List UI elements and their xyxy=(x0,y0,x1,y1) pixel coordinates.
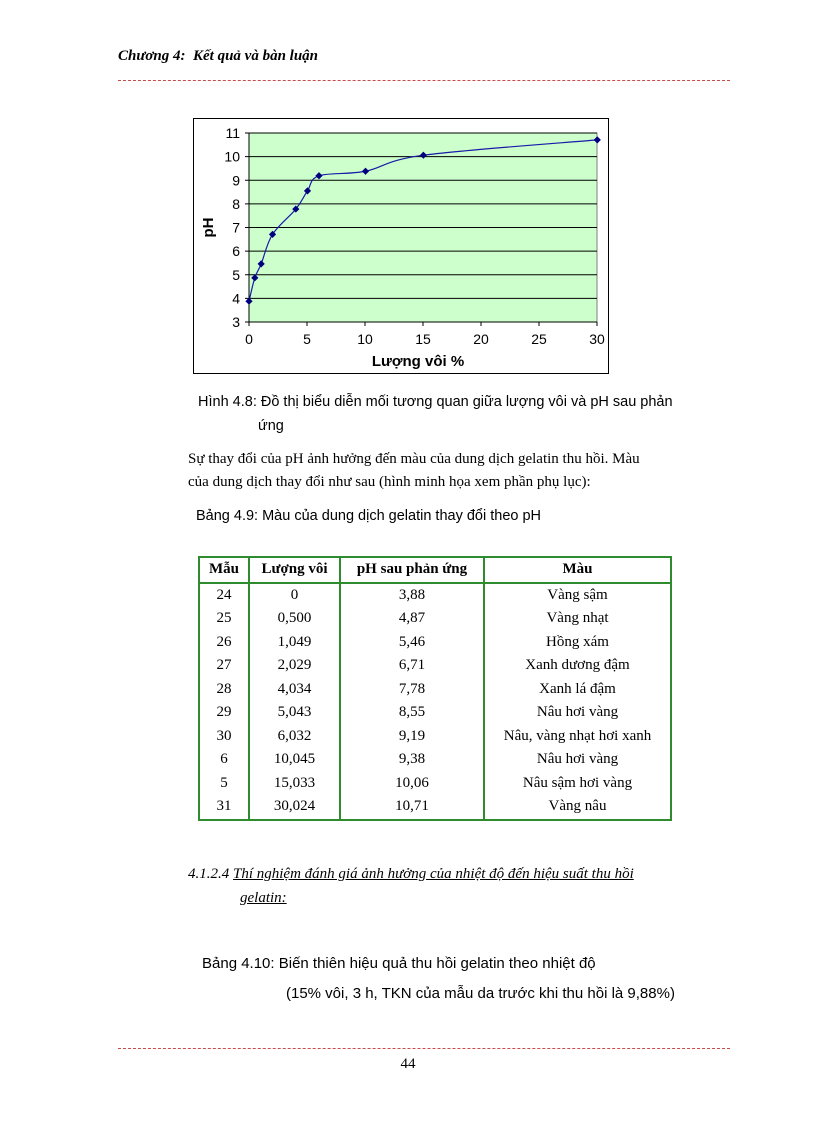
table2-caption: Bảng 4.10: Biến thiên hiệu quả thu hồi gelatin theo nhiệt độ xyxy=(202,955,596,972)
table-row xyxy=(200,678,670,702)
cell-ph: 10,06 xyxy=(340,772,484,796)
table-header-row xyxy=(200,558,670,583)
chapter-number: Chương 4: xyxy=(118,48,186,64)
col-header-ph: pH sau phản ứng xyxy=(340,558,484,583)
x-tick-label: 25 xyxy=(531,331,547,347)
col-header-sample: Mẫu xyxy=(200,558,249,583)
y-tick-label: 4 xyxy=(232,290,240,307)
table2-subcaption: (15% vôi, 3 h, TKN của mẫu da trước khi thu hồi là 9,88%) xyxy=(286,985,675,1002)
section-number: 4.1.2.4 xyxy=(188,866,230,882)
cell-color: Nâu hơi vàng xyxy=(484,701,670,725)
cell-lime: 4,034 xyxy=(249,678,340,702)
cell-ph: 7,78 xyxy=(340,678,484,702)
section-title-cont: gelatin: xyxy=(240,890,287,906)
running-header xyxy=(118,48,318,65)
y-tick-label: 7 xyxy=(232,219,240,236)
color-table xyxy=(198,556,672,821)
x-tick-label: 10 xyxy=(357,331,373,347)
table-row xyxy=(200,701,670,725)
x-axis-label: Lượng vôi % xyxy=(371,353,465,370)
page-number: 44 xyxy=(400,1056,416,1072)
cell-color: Vàng sậm xyxy=(484,583,670,608)
section-heading-line-2 xyxy=(188,886,748,910)
table-row xyxy=(200,725,670,749)
cell-sample: 28 xyxy=(216,680,232,697)
cell-lime: 2,029 xyxy=(249,654,340,678)
table-row xyxy=(200,772,670,796)
x-tick-label: 0 xyxy=(245,331,253,347)
cell-sample: 25 xyxy=(216,610,232,627)
cell-ph: 10,71 xyxy=(340,795,484,819)
table-caption: Bảng 4.9: Màu của dung dịch gelatin thay đổi theo pH xyxy=(196,508,542,524)
table-row xyxy=(200,607,670,631)
cell-sample: 24 xyxy=(216,586,232,603)
table-row xyxy=(200,748,670,772)
cell-sample: 29 xyxy=(216,704,232,721)
col-header-lime: Lượng vôi xyxy=(249,558,340,583)
y-axis-label: pH xyxy=(200,217,217,238)
section-title: Thí nghiệm đánh giá ảnh hưởng của nhiệt độ đến hiệu suất thu hồi xyxy=(233,866,634,882)
cell-sample: 26 xyxy=(216,633,232,650)
col-header-color: Màu xyxy=(484,558,670,583)
section-heading xyxy=(188,862,748,910)
cell-color: Nâu, vàng nhạt hơi xanh xyxy=(484,725,670,749)
x-tick-label: 5 xyxy=(303,331,311,347)
table-row xyxy=(200,631,670,655)
cell-lime: 15,033 xyxy=(249,772,340,796)
cell-sample: 6 xyxy=(220,751,228,768)
cell-lime: 30,024 xyxy=(249,795,340,819)
cell-lime: 6,032 xyxy=(249,725,340,749)
figure-caption-cont: ứng xyxy=(258,418,284,434)
table-row xyxy=(200,654,670,678)
cell-ph: 5,46 xyxy=(340,631,484,655)
cell-color: Nâu hơi vàng xyxy=(484,748,670,772)
cell-color: Vàng nâu xyxy=(484,795,670,819)
cell-sample: 5 xyxy=(220,774,228,791)
cell-color: Nâu sậm hơi vàng xyxy=(484,772,670,796)
figure-caption: Hình 4.8: Đồ thị biểu diễn mối tương quan giữa lượng vôi và pH sau phản xyxy=(198,394,673,410)
y-tick-label: 3 xyxy=(232,314,240,330)
cell-color: Xanh dương đậm xyxy=(484,654,670,678)
footer-divider xyxy=(118,1048,730,1049)
cell-lime: 10,045 xyxy=(249,748,340,772)
x-tick-label: 30 xyxy=(589,331,605,347)
cell-lime: 5,043 xyxy=(249,701,340,725)
y-tick-label: 9 xyxy=(232,172,240,189)
x-tick-label: 15 xyxy=(415,331,431,347)
cell-ph: 9,38 xyxy=(340,748,484,772)
body-paragraph-line-2: của dung dịch thay đổi như sau (hình minh họa xem phần phụ lục): xyxy=(188,474,591,490)
cell-color: Hồng xám xyxy=(484,631,670,655)
cell-sample: 31 xyxy=(216,798,232,815)
cell-lime: 1,049 xyxy=(249,631,340,655)
section-heading-line-1 xyxy=(188,862,748,886)
cell-ph: 6,71 xyxy=(340,654,484,678)
cell-ph: 4,87 xyxy=(340,607,484,631)
chapter-title: Kết quả và bàn luận xyxy=(192,48,319,64)
y-tick-label: 10 xyxy=(224,148,240,165)
cell-lime: 0,500 xyxy=(249,607,340,631)
y-tick-label: 8 xyxy=(232,195,240,212)
ph-vs-lime-chart xyxy=(193,118,609,374)
x-tick-label: 20 xyxy=(473,331,489,347)
cell-color: Xanh lá đậm xyxy=(484,678,670,702)
y-tick-label: 6 xyxy=(232,243,240,260)
cell-lime: 0 xyxy=(249,583,340,608)
cell-sample: 27 xyxy=(216,657,232,674)
cell-ph: 8,55 xyxy=(340,701,484,725)
table-row xyxy=(200,583,670,608)
table-row xyxy=(200,795,670,819)
cell-ph: 3,88 xyxy=(340,583,484,608)
cell-ph: 9,19 xyxy=(340,725,484,749)
y-tick-label: 11 xyxy=(225,125,240,141)
cell-color: Vàng nhạt xyxy=(484,607,670,631)
header-divider xyxy=(118,80,730,81)
y-tick-label: 5 xyxy=(232,266,240,283)
body-paragraph-line-1: Sự thay đổi của pH ảnh hưởng đến màu của dung dịch gelatin thu hồi. Màu xyxy=(188,451,640,467)
cell-sample: 30 xyxy=(216,727,232,744)
